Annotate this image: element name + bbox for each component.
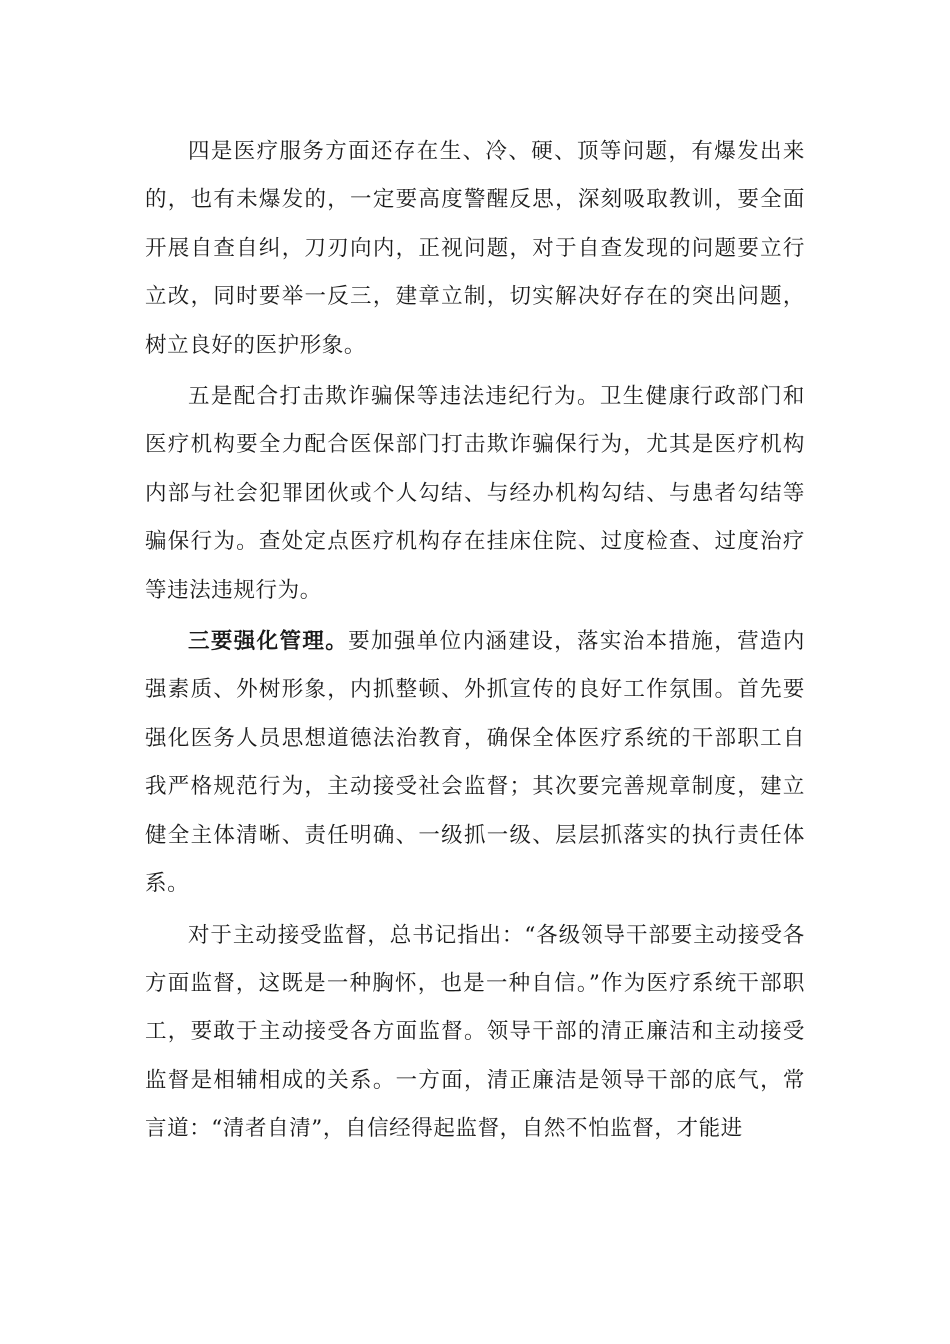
paragraph-anti-fraud bbox=[145, 373, 805, 618]
paragraph-text: 五是配合打击欺诈骗保等违法违纪行为。卫生健康行政部门和医疗机构要全力配合医保部门打击欺诈骗保行为，尤其是医疗机构内部与社会犯罪团伙或个人勾结、与经办机构勾结、与患者勾结等骗保行为。查处定点医疗机构存在挂床住院、过度检查、过度治疗等违法违规行为。 bbox=[145, 384, 805, 603]
paragraph-text: 四是医疗服务方面还存在生、冷、硬、顶等问题，有爆发出来的，也有未爆发的，一定要高度警醒反思，深刻吸取教训，要全面开展自查自纠，刀刃向内，正视问题，对于自查发现的问题要立行立改，同时要举一反三，建章立制，切实解决好存在的突出问题，树立良好的医护形象。 bbox=[145, 139, 805, 358]
paragraph-text: 要加强单位内涵建设，落实治本措施，营造内强素质、外树形象，内抓整顿、外抓宣传的良好工作氛围。首先要强化医务人员思想道德法治教育，确保全体医疗系统的干部职工自我严格规范行为，主动接受社会监督；其次要完善规章制度，建立健全主体清晰、责任明确、一级抓一级、层层抓落实的执行责任体系。 bbox=[145, 629, 805, 897]
paragraph-medical-service-issues bbox=[145, 128, 805, 373]
document-body bbox=[145, 128, 805, 1157]
paragraph-strengthen-management bbox=[145, 618, 805, 911]
paragraph-text: 对于主动接受监督，总书记指出：“各级领导干部要主动接受各方面监督，这既是一种胸怀，也是一种自信。”作为医疗系统干部职工，要敢于主动接受各方面监督。领导干部的清正廉洁和主动接受监督是相辅相成的关系。一方面，清正廉洁是领导干部的底气，常言道：“清者自清”，自信经得起监督，自然不怕监督，才能进 bbox=[145, 922, 805, 1142]
paragraph-lead-bold: 三要强化管理。 bbox=[188, 629, 349, 655]
paragraph-accept-supervision bbox=[145, 912, 805, 1157]
